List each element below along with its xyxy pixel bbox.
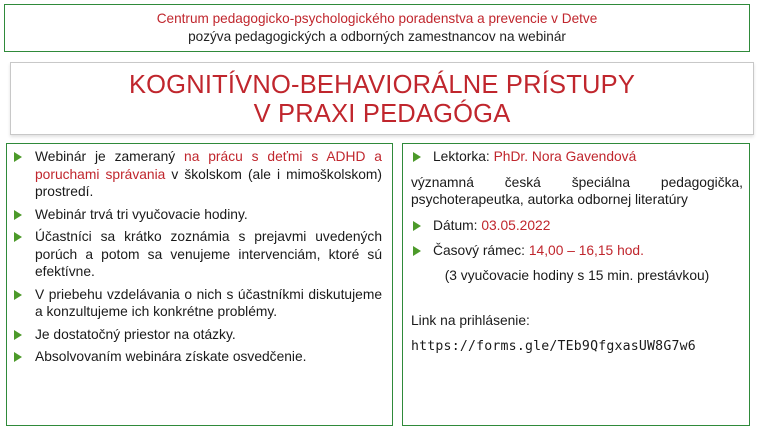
list-item	[35, 348, 382, 366]
bullet-text: V priebehu vzdelávania o nich s účastníkmi diskutujeme a konzultujeme ich konkrétne problémy.	[35, 286, 382, 319]
bullet-text: Absolvovaním webinára získate osvedčenie.	[35, 349, 307, 364]
arrow-bullet-icon	[413, 152, 421, 162]
invitation-text: pozýva pedagogických a odborných zamestnancov na webinár	[188, 29, 566, 44]
lecturer-description: významná česká špeciálna pedagogička, psychoterapeutka, autorka odbornej literatúry	[411, 174, 743, 207]
arrow-bullet-icon	[413, 246, 421, 256]
list-item	[35, 326, 382, 344]
webinar-title-line2: V PRAXI PEDAGÓGA	[253, 100, 511, 128]
bullet-text: Je dostatočný priestor na otázky.	[35, 326, 236, 342]
arrow-bullet-icon	[413, 221, 421, 231]
organizer-name: Centrum pedagogicko-psychologického poradenstva a prevencie v Detve	[156, 11, 598, 26]
title-box	[10, 62, 754, 135]
arrow-bullet-icon	[14, 352, 22, 362]
date-label: Dátum:	[433, 217, 482, 233]
arrow-bullet-icon	[14, 330, 22, 340]
arrow-bullet-icon	[14, 290, 22, 300]
bullet-text: v školskom (ale i mimoškolskom) prostredí.	[35, 166, 383, 199]
date-value: 03.05.2022	[481, 217, 551, 233]
list-item	[35, 206, 382, 224]
lecturer-name: PhDr. Nora Gavendová	[493, 149, 637, 164]
lecturer-row	[411, 148, 743, 166]
arrow-bullet-icon	[14, 210, 22, 220]
lecturer-label: Lektorka:	[433, 149, 494, 164]
bullet-text: Účastníci sa krátko zoznámia s prejavmi uvedených porúch a potom sa venujeme intervenciám, ktoré sú efektívne.	[35, 229, 382, 279]
list-item	[35, 286, 382, 321]
link-label: Link na prihlásenie:	[411, 313, 530, 328]
list-item	[35, 148, 382, 201]
list-item	[35, 228, 382, 281]
arrow-bullet-icon	[14, 152, 22, 162]
registration-link[interactable]: https://forms.gle/TEb9QfgxasUW8G7w6	[411, 338, 696, 354]
arrow-bullet-icon	[14, 232, 22, 242]
time-row	[411, 242, 743, 260]
details-box	[402, 143, 750, 426]
time-label: Časový rámec:	[433, 243, 529, 258]
bullet-text: Webinár trvá tri vyučovacie hodiny.	[35, 206, 248, 222]
bullet-text: Webinár je zameraný	[35, 149, 185, 164]
target-group-highlight: na prácu s deťmi s ADHD a poruchami správania	[35, 149, 382, 182]
description-box	[6, 143, 393, 426]
date-row	[411, 217, 743, 235]
header-box	[4, 4, 750, 52]
webinar-title-line1: KOGNITÍVNO-BEHAVIORÁLNE PRÍSTUPY	[128, 71, 636, 99]
time-note: (3 vyučovacie hodiny s 15 min. prestávkou)	[444, 267, 710, 283]
time-value: 14,00 – 16,15 hod.	[528, 243, 644, 258]
